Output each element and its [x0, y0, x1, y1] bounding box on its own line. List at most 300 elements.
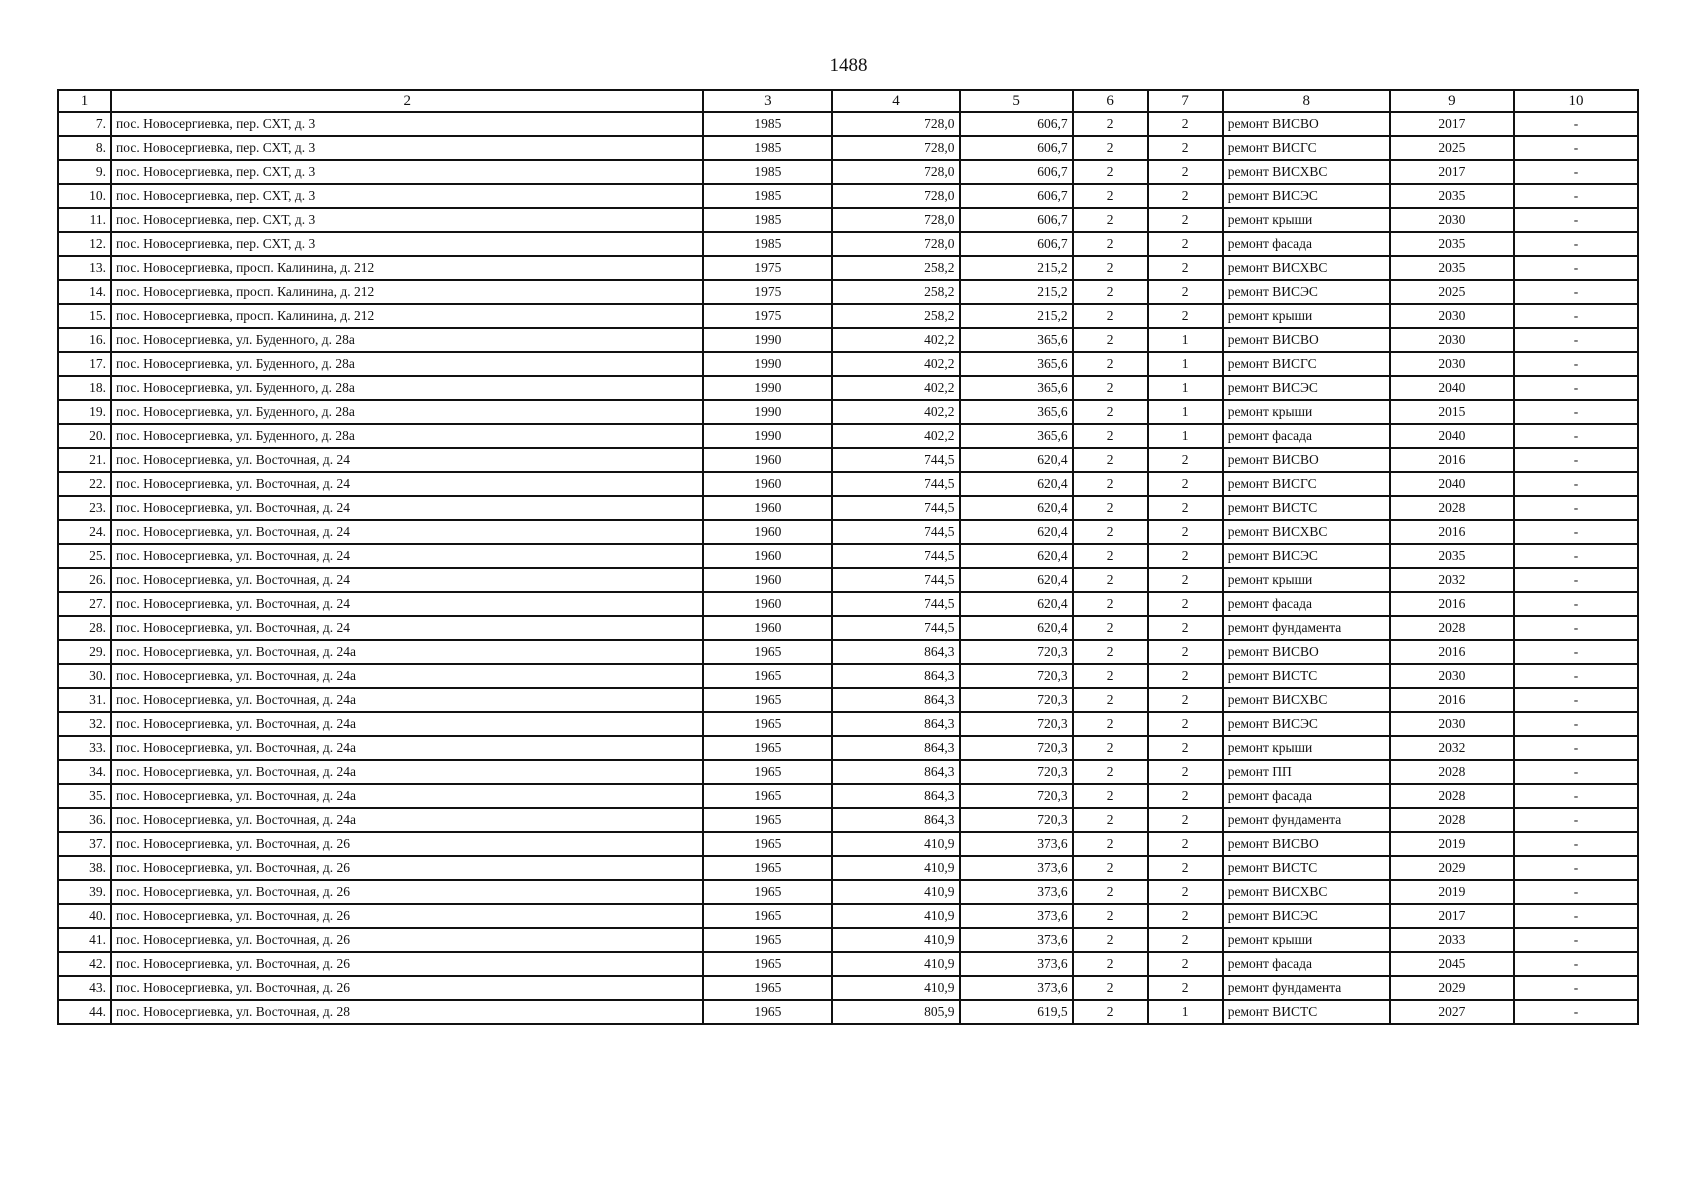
floors-cell: 2 — [1073, 952, 1148, 976]
work-type-cell: ремонт ВИСТС — [1223, 856, 1390, 880]
address-cell: пос. Новосергиевка, просп. Калинина, д. 212 — [111, 280, 703, 304]
planned-year-cell: 2016 — [1390, 448, 1514, 472]
floors-cell: 2 — [1073, 424, 1148, 448]
planned-year-cell: 2033 — [1390, 928, 1514, 952]
living-area-cell: 606,7 — [960, 232, 1073, 256]
planned-year-cell: 2029 — [1390, 976, 1514, 1000]
year-cell: 1985 — [703, 136, 832, 160]
entrances-cell: 2 — [1148, 664, 1223, 688]
floors-cell: 2 — [1073, 328, 1148, 352]
row-number-cell: 17. — [58, 352, 111, 376]
address-cell: пос. Новосергиевка, ул. Буденного, д. 28а — [111, 400, 703, 424]
row-number-cell: 32. — [58, 712, 111, 736]
living-area-cell: 365,6 — [960, 376, 1073, 400]
note-cell: - — [1514, 712, 1638, 736]
note-cell: - — [1514, 256, 1638, 280]
entrances-cell: 2 — [1148, 448, 1223, 472]
column-header-9: 9 — [1390, 90, 1514, 112]
address-cell: пос. Новосергиевка, ул. Буденного, д. 28а — [111, 352, 703, 376]
table-row — [58, 784, 1638, 808]
table-row — [58, 304, 1638, 328]
floors-cell: 2 — [1073, 736, 1148, 760]
year-cell: 1975 — [703, 304, 832, 328]
table-row — [58, 640, 1638, 664]
note-cell: - — [1514, 616, 1638, 640]
table-row — [58, 400, 1638, 424]
entrances-cell: 2 — [1148, 184, 1223, 208]
year-cell: 1985 — [703, 208, 832, 232]
address-cell: пос. Новосергиевка, ул. Восточная, д. 24 — [111, 472, 703, 496]
entrances-cell: 2 — [1148, 712, 1223, 736]
row-number-cell: 39. — [58, 880, 111, 904]
living-area-cell: 365,6 — [960, 328, 1073, 352]
work-type-cell: ремонт фундамента — [1223, 976, 1390, 1000]
address-cell: пос. Новосергиевка, пер. СХТ, д. 3 — [111, 208, 703, 232]
work-type-cell: ремонт крыши — [1223, 736, 1390, 760]
work-type-cell: ремонт ВИСХВС — [1223, 688, 1390, 712]
row-number-cell: 31. — [58, 688, 111, 712]
living-area-cell: 365,6 — [960, 352, 1073, 376]
table-row — [58, 808, 1638, 832]
address-cell: пос. Новосергиевка, пер. СХТ, д. 3 — [111, 112, 703, 136]
planned-year-cell: 2017 — [1390, 160, 1514, 184]
row-number-cell: 29. — [58, 640, 111, 664]
living-area-cell: 606,7 — [960, 136, 1073, 160]
address-cell: пос. Новосергиевка, ул. Восточная, д. 24 — [111, 448, 703, 472]
address-cell: пос. Новосергиевка, ул. Восточная, д. 24а — [111, 784, 703, 808]
entrances-cell: 1 — [1148, 400, 1223, 424]
row-number-cell: 37. — [58, 832, 111, 856]
floors-cell: 2 — [1073, 400, 1148, 424]
table-row — [58, 976, 1638, 1000]
note-cell: - — [1514, 784, 1638, 808]
living-area-cell: 606,7 — [960, 184, 1073, 208]
year-cell: 1965 — [703, 1000, 832, 1024]
entrances-cell: 2 — [1148, 568, 1223, 592]
year-cell: 1990 — [703, 352, 832, 376]
living-area-cell: 373,6 — [960, 976, 1073, 1000]
row-number-cell: 19. — [58, 400, 111, 424]
year-cell: 1965 — [703, 856, 832, 880]
address-cell: пос. Новосергиевка, ул. Восточная, д. 24а — [111, 664, 703, 688]
total-area-cell: 410,9 — [832, 928, 959, 952]
planned-year-cell: 2035 — [1390, 232, 1514, 256]
floors-cell: 2 — [1073, 688, 1148, 712]
planned-year-cell: 2028 — [1390, 784, 1514, 808]
total-area-cell: 728,0 — [832, 208, 959, 232]
floors-cell: 2 — [1073, 160, 1148, 184]
entrances-cell: 2 — [1148, 520, 1223, 544]
entrances-cell: 2 — [1148, 256, 1223, 280]
living-area-cell: 215,2 — [960, 256, 1073, 280]
floors-cell: 2 — [1073, 352, 1148, 376]
planned-year-cell: 2035 — [1390, 544, 1514, 568]
work-type-cell: ремонт ВИСВО — [1223, 328, 1390, 352]
table-row — [58, 328, 1638, 352]
floors-cell: 2 — [1073, 976, 1148, 1000]
entrances-cell: 2 — [1148, 784, 1223, 808]
total-area-cell: 864,3 — [832, 784, 959, 808]
address-cell: пос. Новосергиевка, ул. Восточная, д. 24 — [111, 616, 703, 640]
total-area-cell: 410,9 — [832, 976, 959, 1000]
entrances-cell: 2 — [1148, 952, 1223, 976]
entrances-cell: 2 — [1148, 616, 1223, 640]
table-row — [58, 928, 1638, 952]
living-area-cell: 720,3 — [960, 736, 1073, 760]
year-cell: 1965 — [703, 952, 832, 976]
floors-cell: 2 — [1073, 136, 1148, 160]
living-area-cell: 606,7 — [960, 112, 1073, 136]
address-cell: пос. Новосергиевка, ул. Буденного, д. 28а — [111, 424, 703, 448]
year-cell: 1990 — [703, 424, 832, 448]
year-cell: 1960 — [703, 568, 832, 592]
row-number-cell: 13. — [58, 256, 111, 280]
planned-year-cell: 2032 — [1390, 568, 1514, 592]
living-area-cell: 720,3 — [960, 808, 1073, 832]
planned-year-cell: 2027 — [1390, 1000, 1514, 1024]
table-row — [58, 544, 1638, 568]
address-cell: пос. Новосергиевка, ул. Восточная, д. 24 — [111, 592, 703, 616]
year-cell: 1985 — [703, 232, 832, 256]
table-row — [58, 472, 1638, 496]
work-type-cell: ремонт ВИСЭС — [1223, 280, 1390, 304]
planned-year-cell: 2030 — [1390, 664, 1514, 688]
total-area-cell: 744,5 — [832, 544, 959, 568]
row-number-cell: 11. — [58, 208, 111, 232]
entrances-cell: 1 — [1148, 424, 1223, 448]
table-row — [58, 424, 1638, 448]
work-type-cell: ремонт фундамента — [1223, 616, 1390, 640]
living-area-cell: 606,7 — [960, 208, 1073, 232]
note-cell: - — [1514, 664, 1638, 688]
table-row — [58, 520, 1638, 544]
row-number-cell: 40. — [58, 904, 111, 928]
work-type-cell: ремонт ВИСГС — [1223, 472, 1390, 496]
planned-year-cell: 2030 — [1390, 304, 1514, 328]
entrances-cell: 2 — [1148, 736, 1223, 760]
living-area-cell: 620,4 — [960, 448, 1073, 472]
note-cell: - — [1514, 160, 1638, 184]
table-row — [58, 496, 1638, 520]
address-cell: пос. Новосергиевка, ул. Восточная, д. 24а — [111, 808, 703, 832]
living-area-cell: 215,2 — [960, 280, 1073, 304]
note-cell: - — [1514, 736, 1638, 760]
row-number-cell: 24. — [58, 520, 111, 544]
total-area-cell: 258,2 — [832, 304, 959, 328]
note-cell: - — [1514, 400, 1638, 424]
work-type-cell: ремонт ВИСХВС — [1223, 880, 1390, 904]
work-type-cell: ремонт ВИСХВС — [1223, 256, 1390, 280]
note-cell: - — [1514, 880, 1638, 904]
work-type-cell: ремонт фасада — [1223, 424, 1390, 448]
total-area-cell: 864,3 — [832, 808, 959, 832]
year-cell: 1965 — [703, 688, 832, 712]
planned-year-cell: 2029 — [1390, 856, 1514, 880]
year-cell: 1990 — [703, 400, 832, 424]
floors-cell: 2 — [1073, 112, 1148, 136]
table-row — [58, 760, 1638, 784]
table-row — [58, 856, 1638, 880]
living-area-cell: 720,3 — [960, 712, 1073, 736]
work-type-cell: ремонт ВИСВО — [1223, 640, 1390, 664]
entrances-cell: 2 — [1148, 544, 1223, 568]
table-row — [58, 184, 1638, 208]
year-cell: 1960 — [703, 616, 832, 640]
living-area-cell: 365,6 — [960, 424, 1073, 448]
address-cell: пос. Новосергиевка, ул. Восточная, д. 28 — [111, 1000, 703, 1024]
note-cell: - — [1514, 832, 1638, 856]
entrances-cell: 2 — [1148, 496, 1223, 520]
column-header-1: 1 — [58, 90, 111, 112]
year-cell: 1985 — [703, 160, 832, 184]
row-number-cell: 14. — [58, 280, 111, 304]
address-cell: пос. Новосергиевка, ул. Восточная, д. 24 — [111, 568, 703, 592]
year-cell: 1990 — [703, 328, 832, 352]
table-header-row — [58, 90, 1638, 112]
total-area-cell: 402,2 — [832, 376, 959, 400]
work-type-cell: ремонт крыши — [1223, 928, 1390, 952]
planned-year-cell: 2017 — [1390, 904, 1514, 928]
row-number-cell: 35. — [58, 784, 111, 808]
planned-year-cell: 2017 — [1390, 112, 1514, 136]
table-row — [58, 232, 1638, 256]
total-area-cell: 402,2 — [832, 328, 959, 352]
floors-cell: 2 — [1073, 496, 1148, 520]
work-type-cell: ремонт ВИСХВС — [1223, 520, 1390, 544]
row-number-cell: 10. — [58, 184, 111, 208]
total-area-cell: 410,9 — [832, 856, 959, 880]
planned-year-cell: 2016 — [1390, 520, 1514, 544]
planned-year-cell: 2040 — [1390, 376, 1514, 400]
living-area-cell: 619,5 — [960, 1000, 1073, 1024]
total-area-cell: 410,9 — [832, 880, 959, 904]
living-area-cell: 373,6 — [960, 952, 1073, 976]
row-number-cell: 28. — [58, 616, 111, 640]
address-cell: пос. Новосергиевка, пер. СХТ, д. 3 — [111, 232, 703, 256]
planned-year-cell: 2030 — [1390, 328, 1514, 352]
work-type-cell: ремонт крыши — [1223, 208, 1390, 232]
row-number-cell: 21. — [58, 448, 111, 472]
work-type-cell: ремонт ВИСГС — [1223, 136, 1390, 160]
living-area-cell: 620,4 — [960, 616, 1073, 640]
entrances-cell: 2 — [1148, 856, 1223, 880]
address-cell: пос. Новосергиевка, ул. Восточная, д. 26 — [111, 856, 703, 880]
table-row — [58, 448, 1638, 472]
work-type-cell: ремонт ВИСВО — [1223, 448, 1390, 472]
note-cell: - — [1514, 352, 1638, 376]
year-cell: 1960 — [703, 496, 832, 520]
work-type-cell: ремонт ВИСВО — [1223, 112, 1390, 136]
entrances-cell: 2 — [1148, 688, 1223, 712]
year-cell: 1965 — [703, 976, 832, 1000]
row-number-cell: 44. — [58, 1000, 111, 1024]
planned-year-cell: 2030 — [1390, 712, 1514, 736]
row-number-cell: 43. — [58, 976, 111, 1000]
row-number-cell: 22. — [58, 472, 111, 496]
living-area-cell: 620,4 — [960, 592, 1073, 616]
living-area-cell: 720,3 — [960, 784, 1073, 808]
table-row — [58, 280, 1638, 304]
year-cell: 1975 — [703, 280, 832, 304]
note-cell: - — [1514, 1000, 1638, 1024]
work-type-cell: ремонт ВИСХВС — [1223, 160, 1390, 184]
year-cell: 1960 — [703, 448, 832, 472]
year-cell: 1965 — [703, 640, 832, 664]
note-cell: - — [1514, 208, 1638, 232]
entrances-cell: 2 — [1148, 232, 1223, 256]
total-area-cell: 402,2 — [832, 424, 959, 448]
floors-cell: 2 — [1073, 832, 1148, 856]
row-number-cell: 15. — [58, 304, 111, 328]
row-number-cell: 8. — [58, 136, 111, 160]
work-type-cell: ремонт фасада — [1223, 592, 1390, 616]
planned-year-cell: 2028 — [1390, 496, 1514, 520]
table-row — [58, 112, 1638, 136]
table-row — [58, 832, 1638, 856]
work-type-cell: ремонт ВИСЭС — [1223, 712, 1390, 736]
total-area-cell: 744,5 — [832, 448, 959, 472]
note-cell: - — [1514, 808, 1638, 832]
row-number-cell: 36. — [58, 808, 111, 832]
planned-year-cell: 2040 — [1390, 472, 1514, 496]
work-type-cell: ремонт ВИСЭС — [1223, 376, 1390, 400]
floors-cell: 2 — [1073, 856, 1148, 880]
floors-cell: 2 — [1073, 568, 1148, 592]
work-type-cell: ремонт ВИСЭС — [1223, 904, 1390, 928]
floors-cell: 2 — [1073, 808, 1148, 832]
repair-schedule-table — [57, 89, 1639, 1025]
living-area-cell: 620,4 — [960, 568, 1073, 592]
floors-cell: 2 — [1073, 712, 1148, 736]
planned-year-cell: 2016 — [1390, 688, 1514, 712]
address-cell: пос. Новосергиевка, ул. Восточная, д. 24а — [111, 688, 703, 712]
year-cell: 1965 — [703, 760, 832, 784]
planned-year-cell: 2030 — [1390, 208, 1514, 232]
year-cell: 1975 — [703, 256, 832, 280]
total-area-cell: 744,5 — [832, 592, 959, 616]
table-body — [58, 112, 1638, 1024]
address-cell: пос. Новосергиевка, ул. Восточная, д. 26 — [111, 904, 703, 928]
floors-cell: 2 — [1073, 664, 1148, 688]
floors-cell: 2 — [1073, 232, 1148, 256]
living-area-cell: 620,4 — [960, 472, 1073, 496]
floors-cell: 2 — [1073, 640, 1148, 664]
living-area-cell: 620,4 — [960, 544, 1073, 568]
row-number-cell: 41. — [58, 928, 111, 952]
address-cell: пос. Новосергиевка, ул. Восточная, д. 24а — [111, 712, 703, 736]
year-cell: 1990 — [703, 376, 832, 400]
planned-year-cell: 2035 — [1390, 184, 1514, 208]
total-area-cell: 864,3 — [832, 712, 959, 736]
row-number-cell: 33. — [58, 736, 111, 760]
floors-cell: 2 — [1073, 184, 1148, 208]
living-area-cell: 720,3 — [960, 760, 1073, 784]
note-cell: - — [1514, 688, 1638, 712]
work-type-cell: ремонт ВИСВО — [1223, 832, 1390, 856]
floors-cell: 2 — [1073, 376, 1148, 400]
year-cell: 1960 — [703, 544, 832, 568]
work-type-cell: ремонт фундамента — [1223, 808, 1390, 832]
living-area-cell: 365,6 — [960, 400, 1073, 424]
total-area-cell: 258,2 — [832, 256, 959, 280]
table-row — [58, 352, 1638, 376]
address-cell: пос. Новосергиевка, ул. Восточная, д. 24 — [111, 520, 703, 544]
address-cell: пос. Новосергиевка, ул. Буденного, д. 28а — [111, 328, 703, 352]
note-cell: - — [1514, 592, 1638, 616]
note-cell: - — [1514, 376, 1638, 400]
row-number-cell: 23. — [58, 496, 111, 520]
planned-year-cell: 2025 — [1390, 280, 1514, 304]
note-cell: - — [1514, 640, 1638, 664]
total-area-cell: 410,9 — [832, 904, 959, 928]
row-number-cell: 34. — [58, 760, 111, 784]
note-cell: - — [1514, 280, 1638, 304]
year-cell: 1985 — [703, 112, 832, 136]
planned-year-cell: 2028 — [1390, 808, 1514, 832]
row-number-cell: 7. — [58, 112, 111, 136]
work-type-cell: ремонт ВИСТС — [1223, 496, 1390, 520]
year-cell: 1965 — [703, 712, 832, 736]
work-type-cell: ремонт ВИСГС — [1223, 352, 1390, 376]
year-cell: 1985 — [703, 184, 832, 208]
entrances-cell: 2 — [1148, 112, 1223, 136]
work-type-cell: ремонт фасада — [1223, 952, 1390, 976]
entrances-cell: 2 — [1148, 640, 1223, 664]
total-area-cell: 728,0 — [832, 232, 959, 256]
floors-cell: 2 — [1073, 880, 1148, 904]
address-cell: пос. Новосергиевка, ул. Восточная, д. 24 — [111, 496, 703, 520]
address-cell: пос. Новосергиевка, ул. Восточная, д. 24а — [111, 760, 703, 784]
planned-year-cell: 2035 — [1390, 256, 1514, 280]
year-cell: 1965 — [703, 784, 832, 808]
planned-year-cell: 2025 — [1390, 136, 1514, 160]
note-cell: - — [1514, 904, 1638, 928]
column-header-5: 5 — [960, 90, 1073, 112]
year-cell: 1965 — [703, 808, 832, 832]
floors-cell: 2 — [1073, 472, 1148, 496]
column-header-10: 10 — [1514, 90, 1638, 112]
work-type-cell: ремонт ВИСЭС — [1223, 544, 1390, 568]
row-number-cell: 16. — [58, 328, 111, 352]
entrances-cell: 2 — [1148, 304, 1223, 328]
address-cell: пос. Новосергиевка, пер. СХТ, д. 3 — [111, 160, 703, 184]
entrances-cell: 1 — [1148, 328, 1223, 352]
total-area-cell: 402,2 — [832, 400, 959, 424]
address-cell: пос. Новосергиевка, ул. Восточная, д. 24а — [111, 736, 703, 760]
year-cell: 1960 — [703, 520, 832, 544]
entrances-cell: 2 — [1148, 472, 1223, 496]
entrances-cell: 2 — [1148, 904, 1223, 928]
address-cell: пос. Новосергиевка, ул. Восточная, д. 26 — [111, 976, 703, 1000]
row-number-cell: 9. — [58, 160, 111, 184]
work-type-cell: ремонт крыши — [1223, 304, 1390, 328]
entrances-cell: 1 — [1148, 376, 1223, 400]
floors-cell: 2 — [1073, 544, 1148, 568]
planned-year-cell: 2016 — [1390, 640, 1514, 664]
floors-cell: 2 — [1073, 256, 1148, 280]
address-cell: пос. Новосергиевка, ул. Буденного, д. 28а — [111, 376, 703, 400]
total-area-cell: 864,3 — [832, 664, 959, 688]
work-type-cell: ремонт фасада — [1223, 784, 1390, 808]
total-area-cell: 864,3 — [832, 640, 959, 664]
column-header-7: 7 — [1148, 90, 1223, 112]
note-cell: - — [1514, 976, 1638, 1000]
note-cell: - — [1514, 448, 1638, 472]
year-cell: 1960 — [703, 472, 832, 496]
planned-year-cell: 2019 — [1390, 880, 1514, 904]
living-area-cell: 373,6 — [960, 904, 1073, 928]
address-cell: пос. Новосергиевка, ул. Восточная, д. 24 — [111, 544, 703, 568]
